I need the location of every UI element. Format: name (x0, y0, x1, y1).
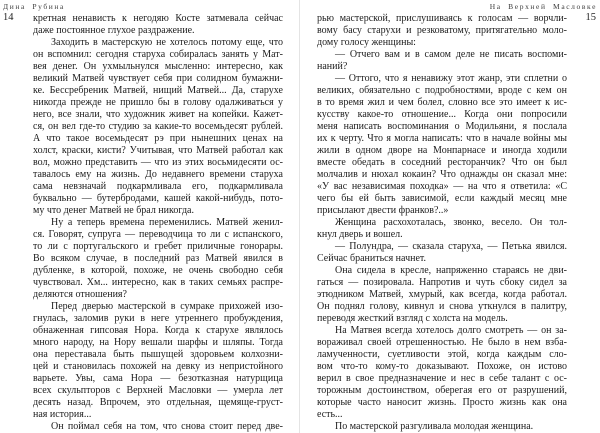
text-line: вместе обедать в соседний ресторанчик? Что он был (317, 157, 567, 168)
text-line: она переставала быть пышущей здоровьем колхозни- (33, 349, 283, 360)
text-line: дому голосу женщины: (317, 37, 416, 48)
text-line: Ну а теперь времена переменились. Матвей женил- (51, 217, 283, 228)
text-line: дубленке, в которой, похоже, не очень свободно себя (33, 265, 283, 276)
text-line: вом что-то кому-то доказывают. Похоже, он истово (317, 361, 567, 372)
text-line: жили в одном дворе на Монпарнасе и иногда ходили (317, 145, 567, 156)
text-line: всех скульпторов с Верхней Масловки — умерла лет (33, 385, 283, 396)
text-line: Перед дверью мастерской в сумраке прихожей изо- (51, 301, 283, 312)
text-line: чувствовал. Хм... интересно, как в таких семьях распре- (33, 277, 283, 288)
text-line: десять назад. Впрочем, это отдельная, щемяще-груст- (33, 397, 283, 408)
text-line: ке. Бессребреник Матвей, нищий Матвей... Да, старухе (33, 85, 283, 96)
text-line: На Матвея всегда хотелось долго смотреть — он за- (335, 325, 567, 336)
text-line: вея денег. Он ухмыльнулся мысленно: интересно, как (33, 61, 283, 72)
text-line: тавалось ему на жизнь. До недавнего времени старуха (33, 169, 283, 180)
text-column-left (33, 13, 283, 433)
text-line: него, все знали, что художник живет на копейки. Кажет- (33, 109, 283, 120)
text-line: торожным достоинством, оберегая его от разрушений, (317, 385, 567, 396)
page-number-left: 14 (3, 12, 14, 23)
text-line: «У вас независимая походка» — на что я ответила: «С (317, 181, 567, 192)
text-line: меня написать воспоминания о Модильяни, я послала (317, 121, 567, 132)
text-line: гаться — позировала. Напротив и чуть сбоку сидел за (317, 277, 567, 288)
running-header-author: Дина Рубина (3, 2, 65, 11)
text-line: буквально — бутербродами, кашей какой-нибудь, пото- (33, 193, 283, 204)
text-line: чего бы ей быть зависимой, если каждый месяц мне (317, 193, 567, 204)
text-column-right (317, 13, 567, 433)
text-line: Она сидела в кресле, напряженно стараясь не дви- (335, 265, 567, 276)
text-line: Заходить в мастерскую не хотелось потому еще, что (51, 37, 283, 48)
text-line: кретная ненависть к негодяю Косте затмевала сейчас (33, 13, 283, 24)
text-line: этюдником Матвей, хмурый, как всегда, когда работал. (317, 289, 567, 300)
text-line: ся, он вел где-то студию за какие-то восемьдесят рублей. (33, 121, 283, 132)
text-line: вол, можно представить — что из этих восьмидесяти ос- (33, 157, 283, 168)
text-line: даже постоянное глухое раздражение. (33, 25, 195, 36)
text-line: деляются отношения? (33, 289, 127, 300)
text-line: которые часто наносит жизнь. Просто жизнь как она (317, 397, 567, 408)
text-line: — Отчего вам и в самом деле не писать воспоми- (335, 49, 567, 60)
text-line: он вспомнил: сегодня старуха собиралась занять у Мат- (33, 49, 283, 60)
text-line: великих, обязательно с подробностями, вроде с кем он (317, 85, 567, 96)
text-line: верил в свое предназначение и нес в себе талант с ос- (317, 373, 567, 384)
text-line: ламученности, суетливости этой, когда каждым сло- (317, 349, 567, 360)
text-line: цей и становилась похожей на девку из непристойного (33, 361, 283, 372)
text-line: то ли с португальского и гребет приличные гонорары. (33, 241, 283, 252)
text-line: есть... (317, 409, 343, 420)
text-line: Во всяком случае, в последний раз Матвей явился в (33, 253, 283, 264)
text-line: варьете. Увы, сама Нора — безотказная натурщица (33, 373, 283, 384)
text-line: рью мастерской, прислушиваясь к голосам — ворчли- (317, 13, 567, 24)
text-line: наний? (317, 61, 348, 72)
text-line: в то время жил и чем болел, словно все это имеет к ис- (317, 97, 567, 108)
text-line: — Оттого, что я ненавижу этот жанр, эти сплетни о (335, 73, 567, 84)
text-line: присылают двести франков?..» (317, 205, 449, 216)
text-line: Сейчас браниться начнет. (317, 253, 427, 264)
text-line: холст, краски, кисти? Учитывая, что Матвей работал как (33, 145, 283, 156)
text-line: ся. Говорят, супруга — переводчица то ли с испанского, (33, 229, 283, 240)
text-line: му что денег Матвей не брал никогда. (33, 205, 194, 216)
text-line: Женщина расхохоталась, звонко, весело. Он тол- (335, 217, 567, 228)
text-line: — Полундра, — сказала старуха, — Петька явился. (335, 241, 567, 252)
text-line: переводя жесткий взгляд с холста на модель. (317, 313, 508, 324)
text-line: молчалив и нюхал кокаин? Что однажды он сказал мне: (317, 169, 567, 180)
text-line: кусству какое-то отношение... Когда они попросили (317, 109, 567, 120)
text-line: сама невзначай подкармливала его, подкармливала (33, 181, 283, 192)
page-divider (299, 0, 300, 433)
text-line: Он поднял голову, кивнул и снова уткнулся в палитру, (317, 301, 567, 312)
text-line: великий Матвей чувствует себя при солидном бумажни- (33, 73, 283, 84)
text-line: обнаженная гипсовая Нора. Когда к старухе являлось (33, 325, 283, 336)
text-line: никогда прежде не пришло бы в голову одалживаться у (33, 97, 283, 108)
text-line: По мастерской разгуливала молодая женщина. (335, 421, 534, 432)
text-line: вому басу старухи и резковатому, притягательно моло- (317, 25, 567, 36)
text-line: много народу, на Нору вешали шарфы и шляпы. Тогда (33, 337, 283, 348)
text-line: ная история... (33, 409, 92, 420)
text-line: кнул дверь и вошел. (317, 229, 403, 240)
text-line: их к черту. Что я могла написать: что в начале войны мы (317, 133, 567, 144)
running-header-title: На Верхней Масловке (489, 2, 597, 11)
text-line: вораживал своей отрешенностью. Не было в нем взба- (317, 337, 567, 348)
text-line: А что такое восемьдесят рэ при нынешних ценах на (33, 133, 283, 144)
page-number-right: 15 (585, 12, 596, 23)
text-line: гнулась, заломив руки в неге утреннего пробуждения, (33, 313, 283, 324)
text-line: Он поймал себя на том, что снова стоит перед две- (51, 421, 283, 432)
